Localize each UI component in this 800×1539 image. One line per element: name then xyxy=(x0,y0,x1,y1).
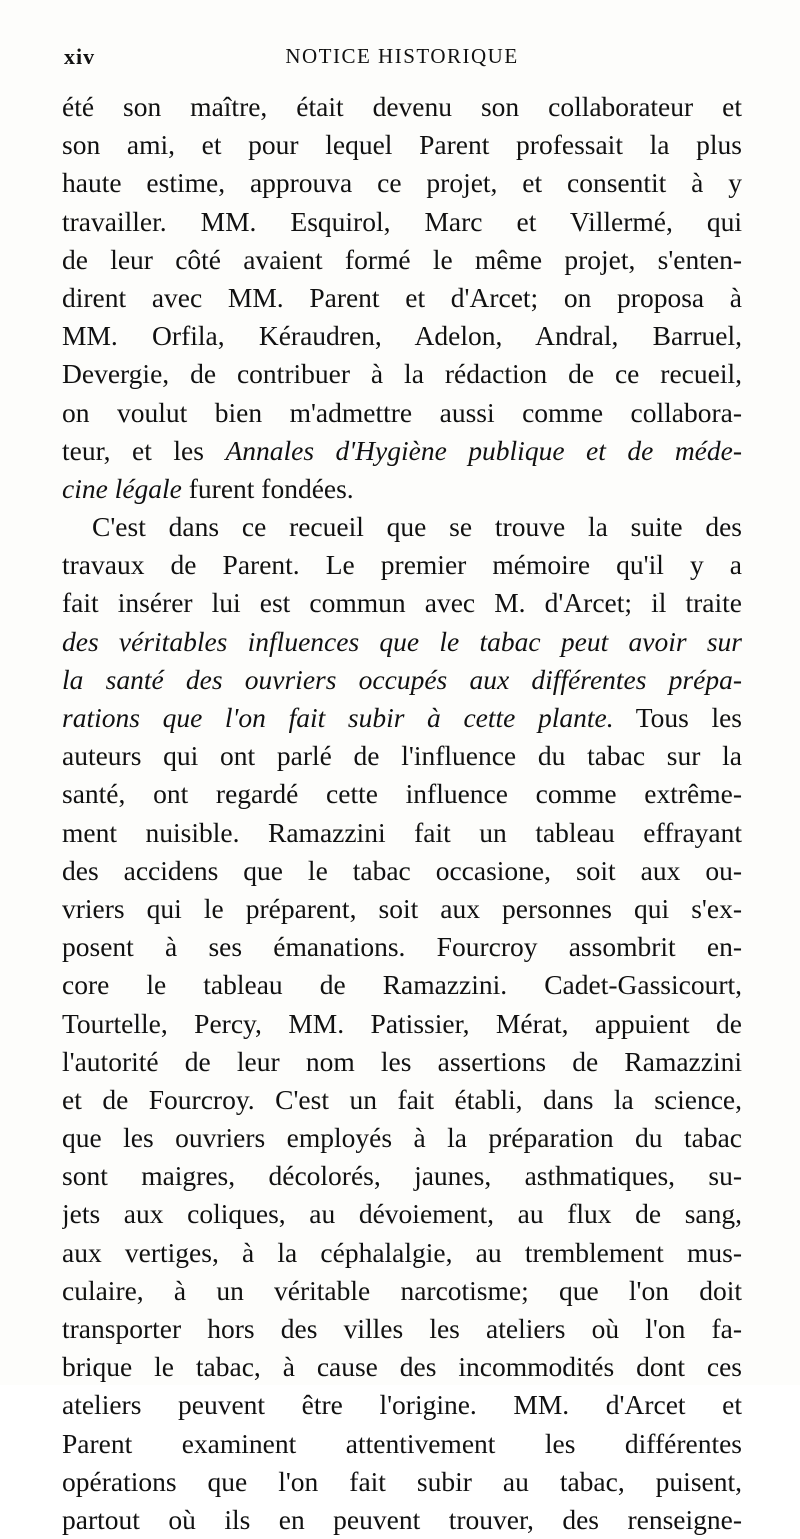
text-segment: Tous les xyxy=(613,702,742,733)
body-text xyxy=(62,88,742,1539)
text-line: travaux de Parent. Le premier mémoire qu'il y a xyxy=(62,549,742,581)
page-header xyxy=(64,44,740,78)
text-line: jets aux coliques, au dévoiement, au flux de sang, xyxy=(62,1198,742,1230)
text-line: opérations que l'on fait subir au tabac, puisent, xyxy=(62,1465,742,1497)
text-line: Devergie, de contribuer à la rédaction de ce recueil, xyxy=(62,358,742,390)
text-line: dirent avec MM. Parent et d'Arcet; on proposa à xyxy=(62,281,742,313)
text-segment: teur, et les xyxy=(62,434,226,466)
text-line: vriers qui le préparent, soit aux personnes qui s'ex- xyxy=(62,892,742,924)
text-line: ateliers peuvent être l'origine. MM. d'Arcet et xyxy=(62,1389,742,1421)
text-line: brique le tabac, à cause des incommodités dont ces xyxy=(62,1351,742,1383)
text-line: travailler. MM. Esquirol, Marc et Villermé, qui xyxy=(62,205,742,237)
text-line: des accidens que le tabac occasione, soit aux ou- xyxy=(62,854,742,886)
text-line: aux vertiges, à la céphalalgie, au tremblement mus- xyxy=(62,1236,742,1268)
running-title: NOTICE HISTORIQUE xyxy=(285,44,519,68)
text-line: que les ouvriers employés à la préparation du tabac xyxy=(62,1122,742,1154)
text-line: santé, ont regardé cette influence comme extrême- xyxy=(62,778,742,810)
memoir-title-italic: la santé des ouvriers occupés aux différentes prépa- xyxy=(62,663,742,695)
text-line: posent à ses émanations. Fourcroy assombrit en- xyxy=(62,931,742,963)
memoir-title-italic-end: rations que l'on fait subir à cette plante. xyxy=(62,702,614,733)
paragraph-start-line: C'est dans ce recueil que se trouve la suite des xyxy=(92,511,742,543)
text-line: Parent examinent attentivement les différentes xyxy=(62,1427,742,1459)
text-line: haute estime, approuva ce projet, et consentit à y xyxy=(62,167,742,199)
text-line: été son maître, était devenu son collaborateur et xyxy=(62,91,742,122)
text-line: l'autorité de leur nom les assertions de Ramazzini xyxy=(62,1045,742,1077)
journal-title-italic-end: cine légale xyxy=(62,472,182,504)
text-line: ment nuisible. Ramazzini fait un tableau effrayant xyxy=(62,816,742,848)
text-line: de leur côté avaient formé le même projet, s'enten- xyxy=(62,243,742,275)
text-line: MM. Orfila, Kéraudren, Adelon, Andral, Barruel, xyxy=(62,320,742,352)
text-line xyxy=(62,699,742,737)
memoir-title-italic: des véritables influences que le tabac peut avoir sur xyxy=(62,625,742,657)
text-line xyxy=(62,661,742,699)
journal-title-italic: Annales d'Hygiène publique et de méde- xyxy=(225,434,742,466)
text-line: son ami, et pour lequel Parent professait la plus xyxy=(62,129,742,161)
text-line: sont maigres, décolorés, jaunes, asthmatiques, su- xyxy=(62,1160,742,1192)
text-line xyxy=(62,470,742,508)
text-line: fait insérer lui est commun avec M. d'Arcet; il traite xyxy=(62,587,742,619)
text-line: culaire, à un véritable narcotisme; que l'on doit xyxy=(62,1274,742,1306)
page-number: xiv xyxy=(64,44,96,69)
text-line: et de Fourcroy. C'est un fait établi, dans la science, xyxy=(62,1083,742,1115)
text-line xyxy=(62,432,742,470)
text-segment: furent fondées. xyxy=(181,472,354,504)
text-line xyxy=(62,623,742,661)
text-line: Tourtelle, Percy, MM. Patissier, Mérat, appuient de xyxy=(62,1007,742,1039)
text-line: transporter hors des villes les ateliers où l'on fa- xyxy=(62,1313,742,1344)
text-line: core le tableau de Ramazzini. Cadet-Gassicourt, xyxy=(62,969,742,1001)
text-line: partout où ils en peuvent trouver, des renseigne- xyxy=(62,1503,742,1535)
text-line: auteurs qui ont parlé de l'influence du tabac sur la xyxy=(62,740,742,772)
text-line: on voulut bien m'admettre aussi comme collabora- xyxy=(62,396,742,428)
